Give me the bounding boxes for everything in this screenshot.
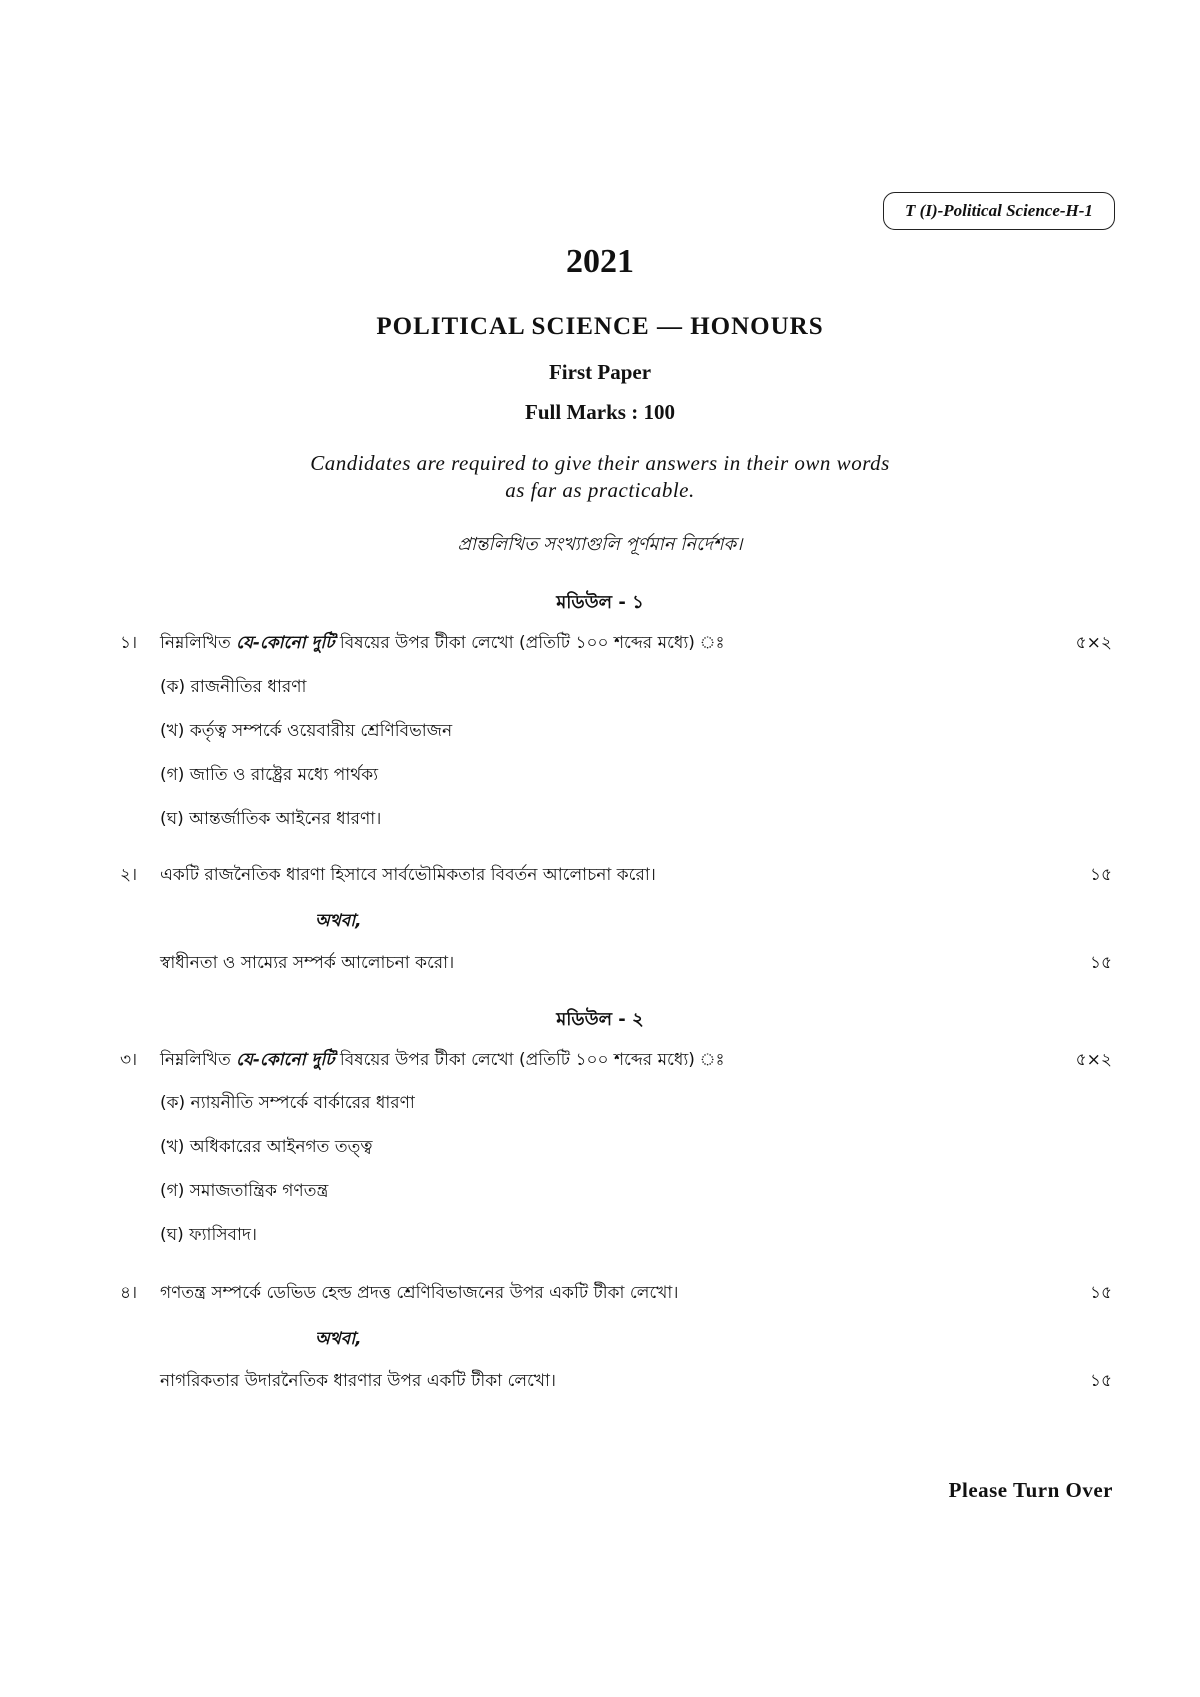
question-marks: ১৫ [1089,1283,1112,1303]
question-emphasis: যে-কোনো দুটি [236,633,335,653]
question-text: একটি রাজনৈতিক ধারণা হিসাবে সার্বভৌমিকতার বিবর্তন আলোচনা করো। [160,865,656,885]
question-number: ১। [120,633,138,653]
instruction-line-1: Candidates are required to give their answers in their own words [310,451,890,475]
question-text: নিম্নলিখিত যে-কোনো দুটি বিষয়ের উপর টীকা লেখো (প্রতিটি ১০০ শব্দের মধ্যে) ঃ [160,1050,725,1070]
option-item: (ঘ) আন্তর্জাতিক আইনের ধারণা। [160,809,382,829]
question-number: ৪। [120,1283,138,1303]
question-4-alternative [120,1366,1112,1396]
marks-note: প্রান্তলিখিত সংখ্যাগুলি পূর্ণমান নির্দেশক। [457,534,743,555]
or-label: অথবা, [315,911,362,931]
question-marks: ৫×২ [1075,1050,1112,1070]
option-item: (ক) রাজনীতির ধারণা [160,677,307,697]
question-3 [120,1045,1112,1075]
module-1-heading: মডিউল - ১ [556,592,644,613]
question-text: নাগরিকতার উদারনৈতিক ধারণার উপর একটি টীকা লেখো। [160,1371,557,1391]
option-item: (ক) ন্যায়নীতি সম্পর্কে বার্কারের ধারণা [160,1093,415,1113]
subject-title: POLITICAL SCIENCE — HONOURS [376,313,824,340]
exam-year: 2021 [566,243,634,280]
option-item: (খ) অধিকারের আইনগত তত্ত্ব [160,1137,373,1157]
question-marks: ১৫ [1089,865,1112,885]
question-2-alternative [120,948,1112,978]
question-2 [120,860,1112,890]
question-text: স্বাধীনতা ও সাম্যের সম্পর্ক আলোচনা করো। [160,953,455,973]
question-emphasis: যে-কোনো দুটি [236,1050,335,1070]
question-marks: ১৫ [1089,953,1112,973]
option-item: (খ) কর্তৃত্ব সম্পর্কে ওয়েবারীয় শ্রেণিবিভাজন [160,721,453,741]
instruction-line-2: as far as practicable. [505,478,695,502]
paper-code: T (I)-Political Science-H-1 [883,192,1115,230]
question-number: ২। [120,865,138,885]
option-item: (গ) জাতি ও রাষ্ট্রের মধ্যে পার্থক্য [160,765,379,785]
question-number: ৩। [120,1050,138,1070]
option-item: (ঘ) ফ্যাসিবাদ। [160,1225,257,1245]
module-2-heading: মডিউল - ২ [556,1009,644,1030]
paper-title: First Paper [548,360,652,384]
or-label: অথবা, [315,1329,362,1349]
question-marks: ৫×২ [1075,633,1112,653]
question-marks: ১৫ [1089,1371,1112,1391]
question-4 [120,1278,1112,1308]
question-text: গণতন্ত্র সম্পর্কে ডেভিড হেল্ড প্রদত্ত শ্রেণিবিভাজনের উপর একটি টীকা লেখো। [160,1283,679,1303]
question-text: নিম্নলিখিত যে-কোনো দুটি বিষয়ের উপর টীকা লেখো (প্রতিটি ১০০ শব্দের মধ্যে) ঃ [160,633,725,653]
please-turn-over: Please Turn Over [948,1478,1113,1502]
full-marks: Full Marks : 100 [525,400,675,424]
instructions [0,450,1200,504]
question-1 [120,628,1112,658]
option-item: (গ) সমাজতান্ত্রিক গণতন্ত্র [160,1181,329,1201]
